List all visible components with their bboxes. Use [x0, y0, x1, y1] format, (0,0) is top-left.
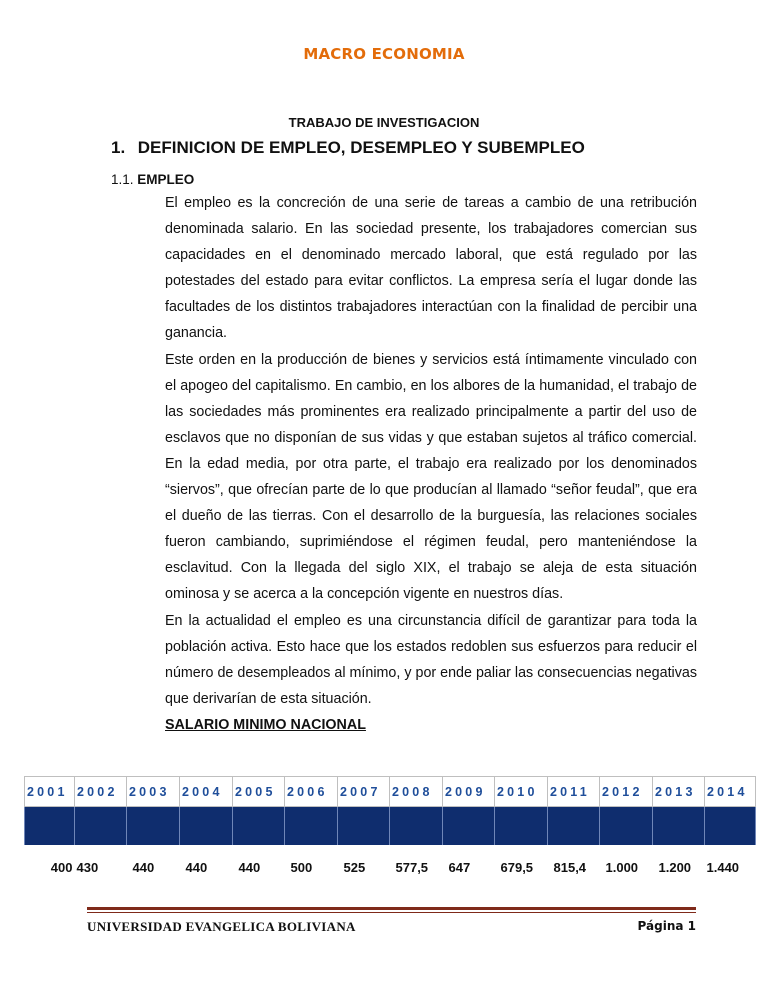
subsection-number: 1.1. [111, 172, 134, 187]
year-cell: 2010 [495, 777, 548, 807]
band-cell [390, 807, 443, 846]
table-row-values [25, 845, 756, 889]
band-cell [285, 807, 338, 846]
paragraph: El empleo es la concreción de una serie de tareas a cambio de una retribución denominada salario. En las sociedad presente, los trabajadores comercian sus capacidades en el denominado mercado laboral, que está regulado por las potestades del estado para evitar conflictos. La empresa sería el lugar donde las facultades de los distintos trabajadores interactúan con la finalidad de percibir una ganancia. [165, 195, 697, 342]
band-cell [25, 807, 75, 846]
year-cell: 2002 [75, 777, 127, 807]
footer-page-number: Página 1 [637, 919, 696, 933]
document-title: TRABAJO DE INVESTIGACION [288, 115, 480, 130]
subsection-title: EMPLEO [137, 172, 195, 187]
salary-heading: SALARIO MINIMO NACIONAL [165, 716, 366, 733]
year-cell: 2006 [285, 777, 338, 807]
body-text [165, 190, 697, 738]
year-cell: 2011 [548, 777, 600, 807]
band-cell [600, 807, 653, 846]
value-cell: 500 [285, 845, 338, 889]
band-cell [653, 807, 705, 846]
year-cell: 2012 [600, 777, 653, 807]
value-cell: 647 [443, 845, 495, 889]
band-cell [705, 807, 756, 846]
footer-divider-thin [87, 912, 696, 913]
band-cell [233, 807, 285, 846]
year-cell: 2001 [25, 777, 75, 807]
year-cell: 2009 [443, 777, 495, 807]
year-cell: 2004 [180, 777, 233, 807]
year-cell: 2003 [127, 777, 180, 807]
band-cell [127, 807, 180, 846]
band-cell [180, 807, 233, 846]
value-cell: 525 [338, 845, 390, 889]
year-cell: 2008 [390, 777, 443, 807]
value-cell: 440 [180, 845, 233, 889]
value-cell: 430 [75, 845, 127, 889]
value-cell: 577,5 [390, 845, 443, 889]
band-cell [338, 807, 390, 846]
value-cell: 440 [127, 845, 180, 889]
year-cell: 2013 [653, 777, 705, 807]
band-cell [443, 807, 495, 846]
table-row-band [25, 807, 756, 846]
footer-divider [87, 907, 696, 910]
table-row-years [25, 777, 756, 807]
year-cell: 2005 [233, 777, 285, 807]
value-cell: 1.440 [705, 845, 756, 889]
paragraph: Este orden en la producción de bienes y servicios está íntimamente vinculado con el apogeo del capitalismo. En cambio, en los albores de la humanidad, el trabajo de las sociedades más prominentes era realizado principalmente a partir del uso de esclavos que no disponían de sus vidas y que estaban sujetos al tráfico comercial. En la edad media, por otra parte, el trabajo era realizado por los denominados “siervos”, que ofrecían parte de lo que producían al llamado “señor feudal”, que era el dueño de las tierras. Con el desarrollo de la burguesía, las relaciones sociales fueron cambiando, suprimiéndose el régimen feudal, pero manteniéndose la esclavitud. Con la llegada del siglo XIX, el trabajo se aleja de esta situación ominosa y se acerca a la concepción vigente en nuestros días. [165, 351, 697, 603]
value-cell: 1.200 [653, 845, 705, 889]
paragraph: En la actualidad el empleo es una circunstancia difícil de garantizar para toda la población activa. Esto hace que los estados redoblen sus esfuerzos para reducir el número de desempleados al mínimo, y por ende paliar las consecuencias negativas que derivarían de esta situación. [165, 612, 697, 707]
value-cell: 400 [25, 845, 75, 889]
band-cell [548, 807, 600, 846]
value-cell: 815,4 [548, 845, 600, 889]
value-cell: 440 [233, 845, 285, 889]
subsection-heading-1-1 [111, 172, 194, 187]
section-heading-1 [111, 138, 585, 158]
band-cell [75, 807, 127, 846]
section-number: 1. [111, 138, 126, 157]
minimum-wage-table [24, 776, 756, 889]
band-cell [495, 807, 548, 846]
value-cell: 679,5 [495, 845, 548, 889]
year-cell: 2014 [705, 777, 756, 807]
year-cell: 2007 [338, 777, 390, 807]
header-title: MACRO ECONOMIA [303, 45, 465, 63]
footer-university: UNIVERSIDAD EVANGELICA BOLIVIANA [87, 919, 356, 934]
section-title: DEFINICION DE EMPLEO, DESEMPLEO Y SUBEMPLEO [137, 138, 585, 157]
value-cell: 1.000 [600, 845, 653, 889]
